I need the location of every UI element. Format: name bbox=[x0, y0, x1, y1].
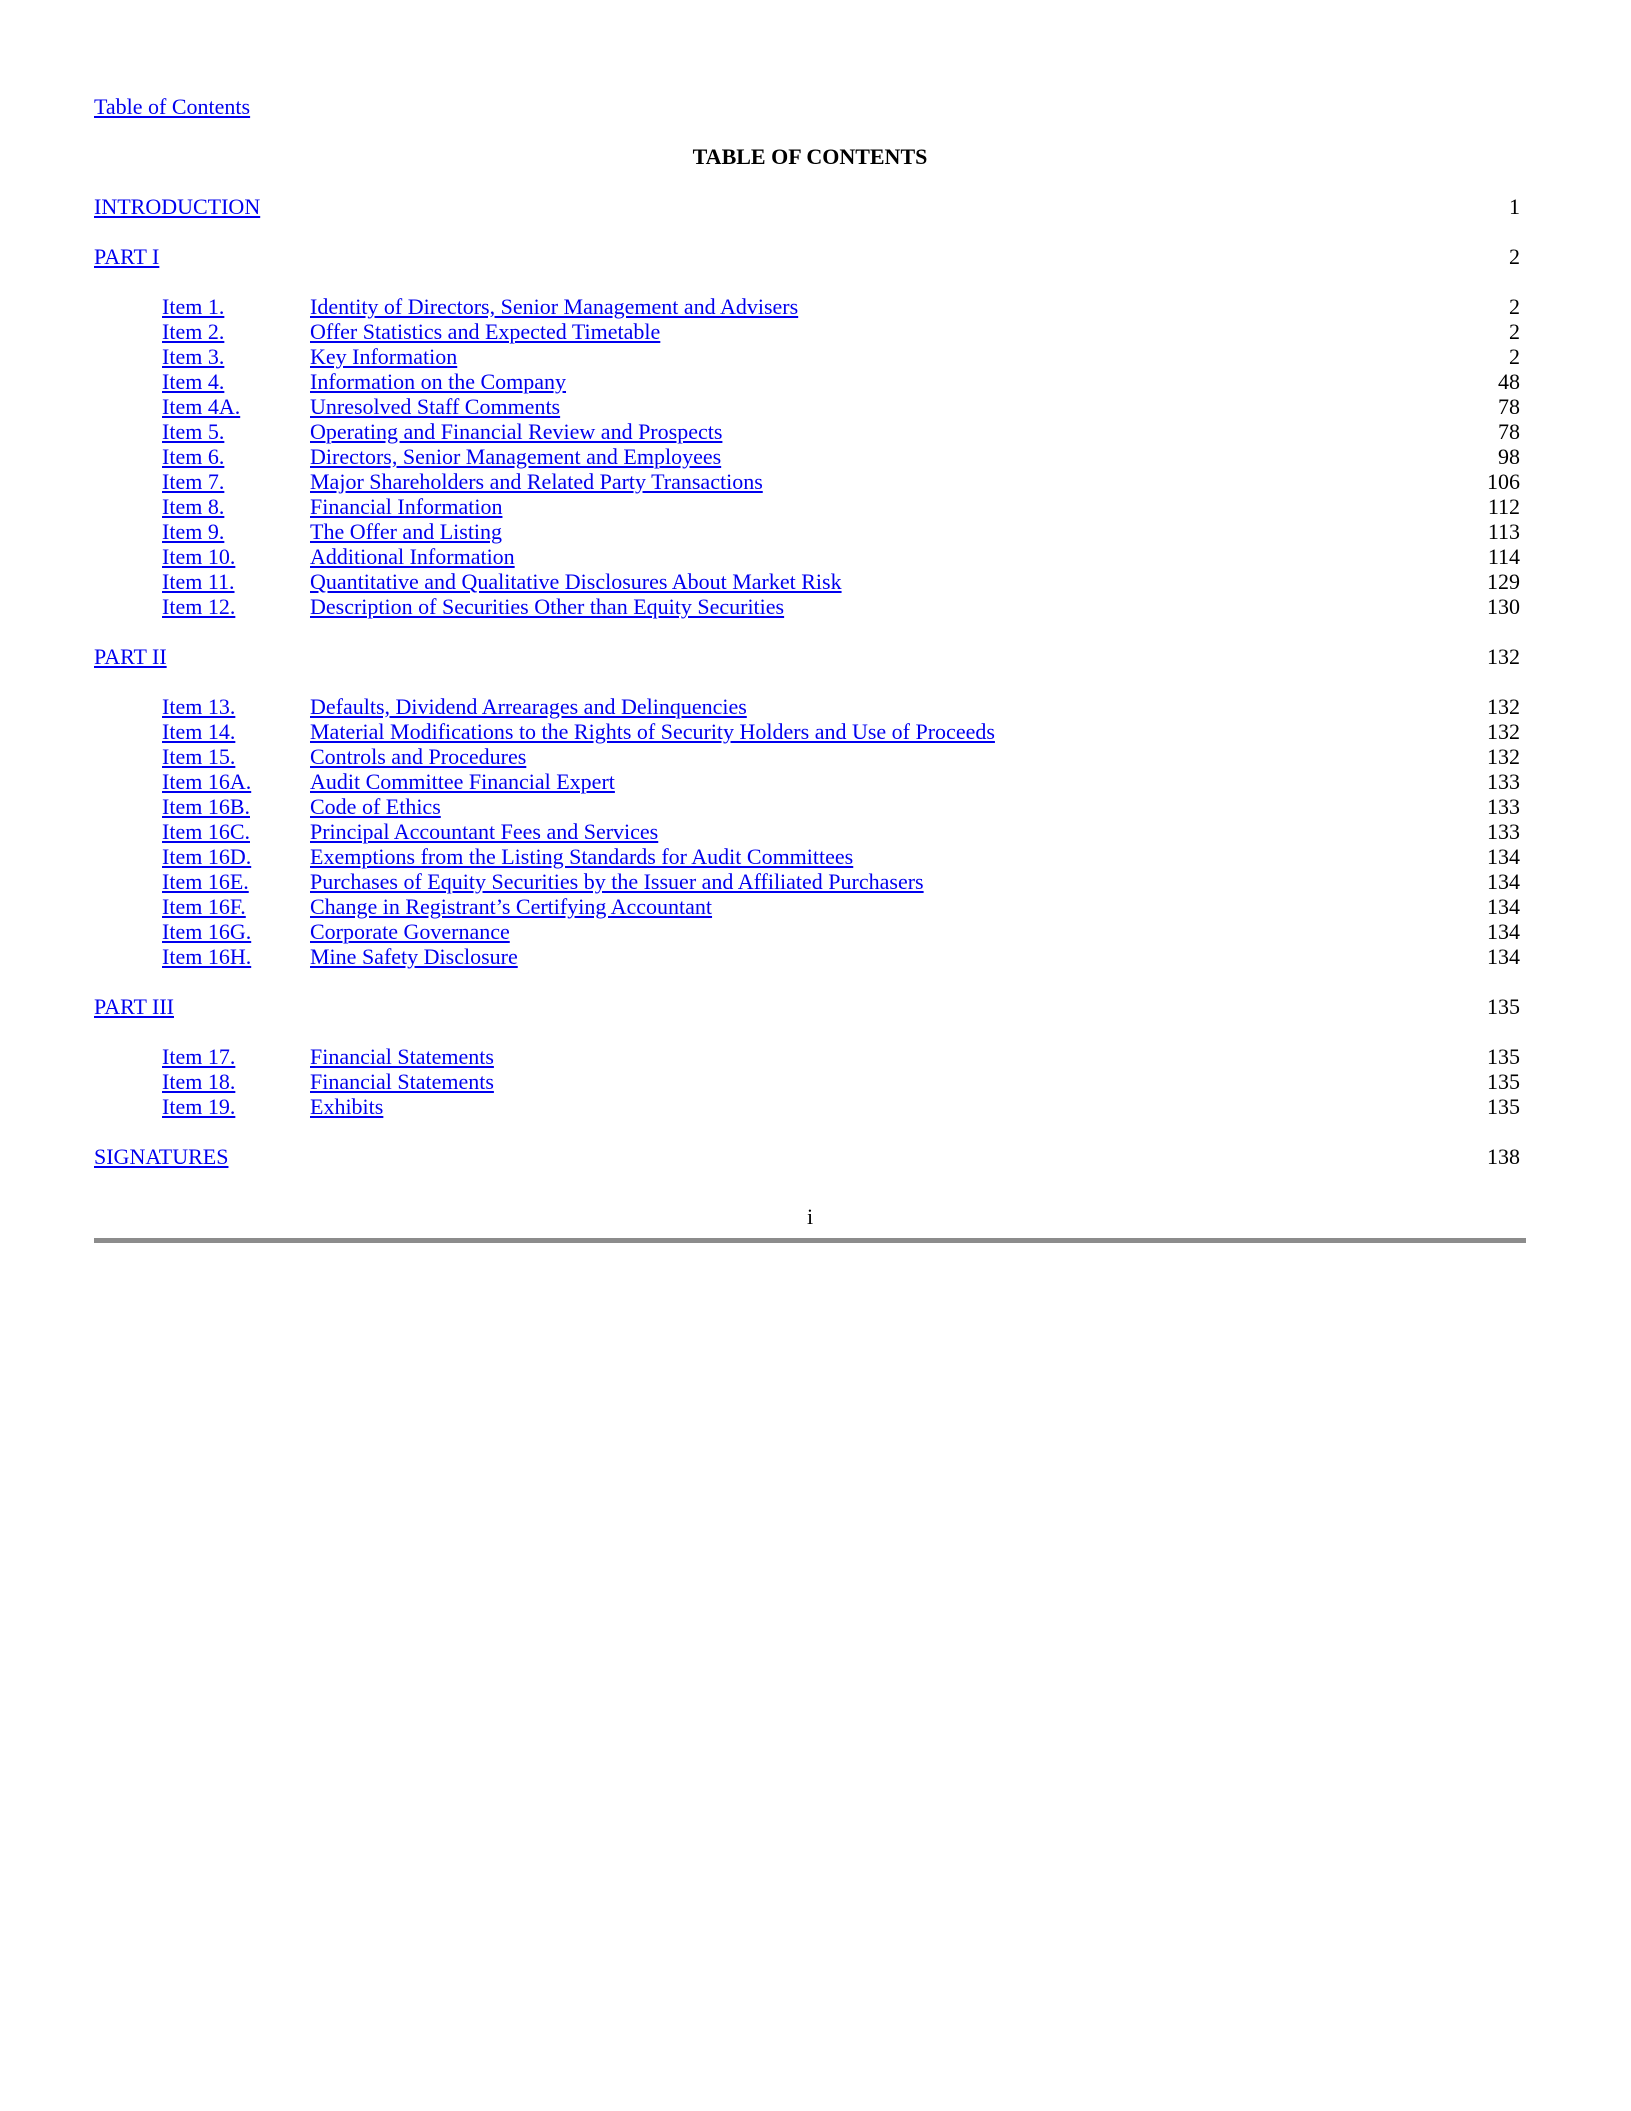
item-title-link[interactable]: Unresolved Staff Comments bbox=[310, 394, 561, 419]
page-ref: 135 bbox=[1487, 1044, 1520, 1069]
toc-row bbox=[94, 569, 1526, 594]
item-number-link[interactable]: Item 17. bbox=[162, 1044, 236, 1069]
page-ref: 132 bbox=[1487, 694, 1520, 719]
item-number-link[interactable]: Item 4A. bbox=[162, 394, 241, 419]
toc-row bbox=[94, 1044, 1526, 1069]
page-ref: 134 bbox=[1487, 869, 1520, 894]
page-divider bbox=[94, 1238, 1526, 1243]
item-number-link[interactable]: Item 8. bbox=[162, 494, 225, 519]
toc-row bbox=[94, 594, 1526, 619]
item-number-link[interactable]: Item 14. bbox=[162, 719, 236, 744]
item-number-link[interactable]: Item 6. bbox=[162, 444, 225, 469]
page-ref: 135 bbox=[1487, 1094, 1520, 1119]
item-number-link[interactable]: Item 12. bbox=[162, 594, 236, 619]
page-title: TABLE OF CONTENTS bbox=[692, 144, 928, 169]
item-title-link[interactable]: The Offer and Listing bbox=[310, 519, 503, 544]
item-title-link[interactable]: Operating and Financial Review and Prospects bbox=[310, 419, 723, 444]
page-ref: 112 bbox=[1487, 494, 1520, 519]
page-ref: 138 bbox=[1487, 1144, 1520, 1169]
item-title-link[interactable]: Audit Committee Financial Expert bbox=[310, 769, 615, 794]
item-number-link[interactable]: Item 13. bbox=[162, 694, 236, 719]
item-number-link[interactable]: Item 9. bbox=[162, 519, 225, 544]
page-ref: 98 bbox=[1498, 444, 1520, 469]
page-ref: 130 bbox=[1487, 594, 1520, 619]
item-title-link[interactable]: Code of Ethics bbox=[310, 794, 441, 819]
toc-row bbox=[94, 869, 1526, 894]
toc-row bbox=[94, 894, 1526, 919]
page-ref: 135 bbox=[1487, 994, 1520, 1019]
item-title-link[interactable]: Financial Statements bbox=[310, 1044, 494, 1069]
page-ref: 2 bbox=[1509, 319, 1520, 344]
page-ref: 78 bbox=[1498, 394, 1520, 419]
part-1-link[interactable]: PART I bbox=[94, 244, 160, 269]
item-number-link[interactable]: Item 16E. bbox=[162, 869, 249, 894]
page-ref: 132 bbox=[1487, 719, 1520, 744]
item-title-link[interactable]: Information on the Company bbox=[310, 369, 567, 394]
toc-row-introduction bbox=[94, 194, 1526, 219]
toc-row bbox=[94, 944, 1526, 969]
toc-row bbox=[94, 744, 1526, 769]
toc-row-signatures bbox=[94, 1144, 1526, 1169]
item-title-link[interactable]: Defaults, Dividend Arrearages and Delinquencies bbox=[310, 694, 747, 719]
page-ref: 133 bbox=[1487, 769, 1520, 794]
page-ref: 133 bbox=[1487, 794, 1520, 819]
item-number-link[interactable]: Item 15. bbox=[162, 744, 236, 769]
item-title-link[interactable]: Additional Information bbox=[310, 544, 515, 569]
page-ref: 113 bbox=[1487, 519, 1520, 544]
item-title-link[interactable]: Corporate Governance bbox=[310, 919, 510, 944]
toc-row bbox=[94, 494, 1526, 519]
toc-row bbox=[94, 819, 1526, 844]
toc-row bbox=[94, 719, 1526, 744]
item-number-link[interactable]: Item 16H. bbox=[162, 944, 252, 969]
page-ref: 1 bbox=[1509, 194, 1520, 219]
page-ref: 135 bbox=[1487, 1069, 1520, 1094]
page-ref: 132 bbox=[1487, 644, 1520, 669]
item-number-link[interactable]: Item 16B. bbox=[162, 794, 250, 819]
item-title-link[interactable]: Financial Information bbox=[310, 494, 503, 519]
item-number-link[interactable]: Item 1. bbox=[162, 294, 225, 319]
item-number-link[interactable]: Item 19. bbox=[162, 1094, 236, 1119]
toc-row bbox=[94, 319, 1526, 344]
page-ref: 2 bbox=[1509, 244, 1520, 269]
item-title-link[interactable]: Directors, Senior Management and Employees bbox=[310, 444, 722, 469]
item-number-link[interactable]: Item 4. bbox=[162, 369, 225, 394]
item-title-link[interactable]: Material Modifications to the Rights of Security Holders and Use of Proceeds bbox=[310, 719, 995, 744]
item-number-link[interactable]: Item 16D. bbox=[162, 844, 252, 869]
item-title-link[interactable]: Controls and Procedures bbox=[310, 744, 527, 769]
item-title-link[interactable]: Financial Statements bbox=[310, 1069, 494, 1094]
toc-row bbox=[94, 694, 1526, 719]
part-3-link[interactable]: PART III bbox=[94, 994, 174, 1019]
page-ref: 106 bbox=[1487, 469, 1520, 494]
item-number-link[interactable]: Item 18. bbox=[162, 1069, 236, 1094]
item-number-link[interactable]: Item 2. bbox=[162, 319, 225, 344]
toc-row bbox=[94, 444, 1526, 469]
item-title-link[interactable]: Major Shareholders and Related Party Transactions bbox=[310, 469, 763, 494]
item-number-link[interactable]: Item 5. bbox=[162, 419, 225, 444]
toc-row bbox=[94, 519, 1526, 544]
toc-row bbox=[94, 294, 1526, 319]
item-number-link[interactable]: Item 10. bbox=[162, 544, 236, 569]
item-number-link[interactable]: Item 16F. bbox=[162, 894, 246, 919]
page-ref: 134 bbox=[1487, 944, 1520, 969]
page-ref: 134 bbox=[1487, 919, 1520, 944]
item-title-link[interactable]: Purchases of Equity Securities by the Issuer and Affiliated Purchasers bbox=[310, 869, 924, 894]
page-ref: 2 bbox=[1509, 294, 1520, 319]
toc-row bbox=[94, 919, 1526, 944]
introduction-link[interactable]: INTRODUCTION bbox=[94, 194, 261, 219]
item-title-link[interactable]: Change in Registrant’s Certifying Accountant bbox=[310, 894, 713, 919]
item-title-link[interactable]: Exhibits bbox=[310, 1094, 384, 1119]
page-number: i bbox=[806, 1204, 814, 1229]
toc-row-part-1 bbox=[94, 244, 1526, 269]
item-number-link[interactable]: Item 3. bbox=[162, 344, 225, 369]
page-ref: 114 bbox=[1487, 544, 1520, 569]
page-ref: 134 bbox=[1487, 844, 1520, 869]
item-title-link[interactable]: Offer Statistics and Expected Timetable bbox=[310, 319, 661, 344]
item-title-link[interactable]: Exemptions from the Listing Standards for Audit Committees bbox=[310, 844, 854, 869]
item-number-link[interactable]: Item 7. bbox=[162, 469, 225, 494]
table-of-contents-link[interactable]: Table of Contents bbox=[94, 94, 251, 119]
toc-row bbox=[94, 544, 1526, 569]
page-ref: 133 bbox=[1487, 819, 1520, 844]
item-number-link[interactable]: Item 16C. bbox=[162, 819, 250, 844]
toc-row bbox=[94, 1094, 1526, 1119]
item-title-link[interactable]: Identity of Directors, Senior Management and Advisers bbox=[310, 294, 799, 319]
item-number-link[interactable]: Item 16A. bbox=[162, 769, 252, 794]
page-ref: 48 bbox=[1498, 369, 1520, 394]
item-title-link[interactable]: Quantitative and Qualitative Disclosures About Market Risk bbox=[310, 569, 842, 594]
toc-row bbox=[94, 769, 1526, 794]
toc-row bbox=[94, 469, 1526, 494]
toc-row-part-2 bbox=[94, 644, 1526, 669]
item-title-link[interactable]: Key Information bbox=[310, 344, 458, 369]
toc-row bbox=[94, 844, 1526, 869]
item-title-link[interactable]: Description of Securities Other than Equity Securities bbox=[310, 594, 785, 619]
page-ref: 134 bbox=[1487, 894, 1520, 919]
item-title-link[interactable]: Mine Safety Disclosure bbox=[310, 944, 518, 969]
page-ref: 78 bbox=[1498, 419, 1520, 444]
item-title-link[interactable]: Principal Accountant Fees and Services bbox=[310, 819, 659, 844]
page-ref: 2 bbox=[1509, 344, 1520, 369]
page-ref: 129 bbox=[1487, 569, 1520, 594]
toc-row-part-3 bbox=[94, 994, 1526, 1019]
part-2-link[interactable]: PART II bbox=[94, 644, 167, 669]
toc-row bbox=[94, 394, 1526, 419]
toc-row bbox=[94, 794, 1526, 819]
page-ref: 132 bbox=[1487, 744, 1520, 769]
signatures-link[interactable]: SIGNATURES bbox=[94, 1144, 229, 1169]
item-number-link[interactable]: Item 16G. bbox=[162, 919, 252, 944]
toc-row bbox=[94, 1069, 1526, 1094]
toc-row bbox=[94, 369, 1526, 394]
toc-row bbox=[94, 419, 1526, 444]
item-number-link[interactable]: Item 11. bbox=[162, 569, 235, 594]
toc-row bbox=[94, 344, 1526, 369]
